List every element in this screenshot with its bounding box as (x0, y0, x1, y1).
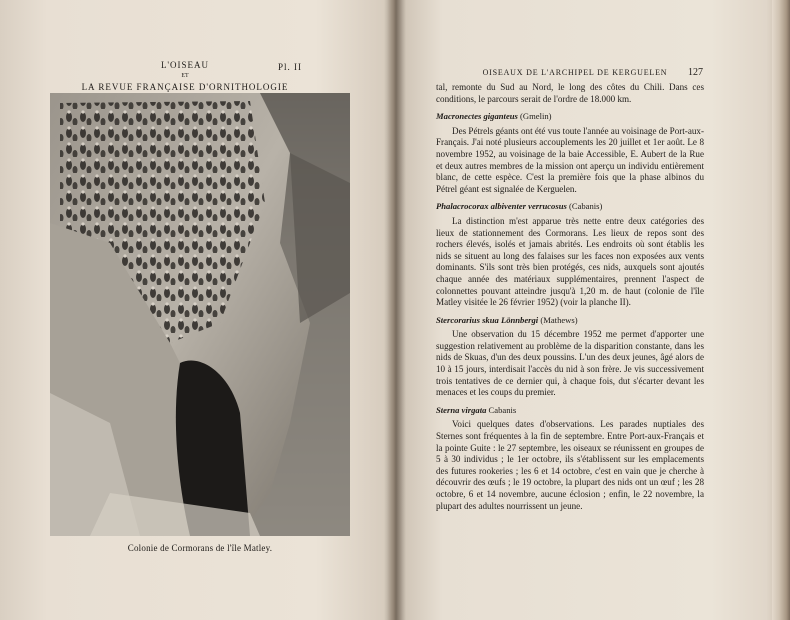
intro-paragraph: tal, remonte du Sud au Nord, le long des côtes du Chili. Dans ces conditions, le parcours serait de l'ordre de 18.000 km. (436, 82, 704, 104)
journal-title-line2: ET (181, 73, 189, 79)
species-author: (Mathews) (540, 314, 578, 325)
page-edge (772, 0, 790, 620)
species-heading (436, 315, 704, 327)
species-author: (Cabanis) (568, 201, 603, 212)
plate-label: Pl. II (278, 62, 302, 72)
page-number: 127 (688, 67, 703, 78)
journal-title-line3: LA REVUE FRANÇAISE D'ORNITHOLOGIE (81, 82, 289, 92)
species-heading (436, 111, 704, 123)
species-name: Stercorarius skua Lönnbergi (436, 314, 539, 325)
photo-caption: Colonie de Cormorans de l'île Matley. (127, 543, 273, 553)
cormorant-colony-photo (50, 93, 350, 536)
species-author: (Gmelin) (520, 111, 552, 122)
species-name: Macronectes giganteus (436, 111, 518, 122)
article-body (436, 82, 704, 512)
book-gutter (384, 0, 406, 620)
left-page-header (60, 60, 310, 93)
species-heading (436, 405, 704, 417)
species-paragraph: Une observation du 15 décembre 1952 me permet d'apporter une suggestion relativement au problème de la disparition constante, dans les nids de Skuas, d'un des deux poussins. L'un des deux jeunes, âgé alors de 10 à 15 jours, interdisait l'accès du nid à son frère. Je vis successivement trois tentatives de ce dernier qui, à chaque fois, dut s'écarter devant les menaces et les coups du premier. (436, 329, 704, 398)
species-heading (436, 201, 704, 213)
species-paragraph: La distinction m'est apparue très nette entre deux catégories des lieux de stationnement des Cormorans. Les lieux de repos sont des rochers élevés, isolés et jamais abrités. Les endroits où sont établis les nids se situent au long des falaises sur les faces non exposées aux vents dominants. S'ils sont très bien protégés, ces nids, auxquels sont ajoutés chaque année des matériaux supplémentaires, prennent l'aspect de colonnettes pouvant atteindre jusqu'à 1,20 m. de haut (colonie de l'île Matley visitée le 26 février 1952) (voir la planche II). (436, 215, 704, 308)
species-name: Phalacrocorax albiventer verrucosus (436, 201, 567, 212)
journal-title-line1: L'OISEAU (160, 60, 210, 70)
species-paragraph: Voici quelques dates d'observations. Les parades nuptiales des Sternes sont fréquentes à la fin de septembre. Entre Port-aux-Français et la pointe Guite : le 27 septembre, les oiseaux se réunissent en groupes de 5 à 30 individus ; le 1er octobre, ils s'établissent sur les emplacements des futures rookeries ; les 6 et 14 octobre, c'est en vain que je cherche à découvrir des œufs ; le 19 octobre, la plupart des nids ont un œuf ; les 28 octobre, 6 et 14 novembre, aucune éclosion ; enfin, le 22 novembre, la plupart des adultes nourrissent un jeune. (436, 419, 704, 511)
species-paragraph: Des Pétrels géants ont été vus toute l'année au voisinage de Port-aux-Français. J'ai noté plusieurs accouplements les 20 juillet et 1er août. Le 8 novembre 1952, au voisinage de la baie Accessible, E. Aubert de la Rue et deux autres membres de la mission ont aperçu un individu entièrement blanc, de cette espèce. C'est la première fois que la phase albinos du Pétrel géant est signalée de Kerguelen. (436, 125, 704, 194)
species-author: Cabanis (488, 404, 517, 415)
running-head: OISEAUX DE L'ARCHIPEL DE KERGUELEN (482, 68, 668, 77)
species-name: Sterna virgata (436, 404, 487, 415)
